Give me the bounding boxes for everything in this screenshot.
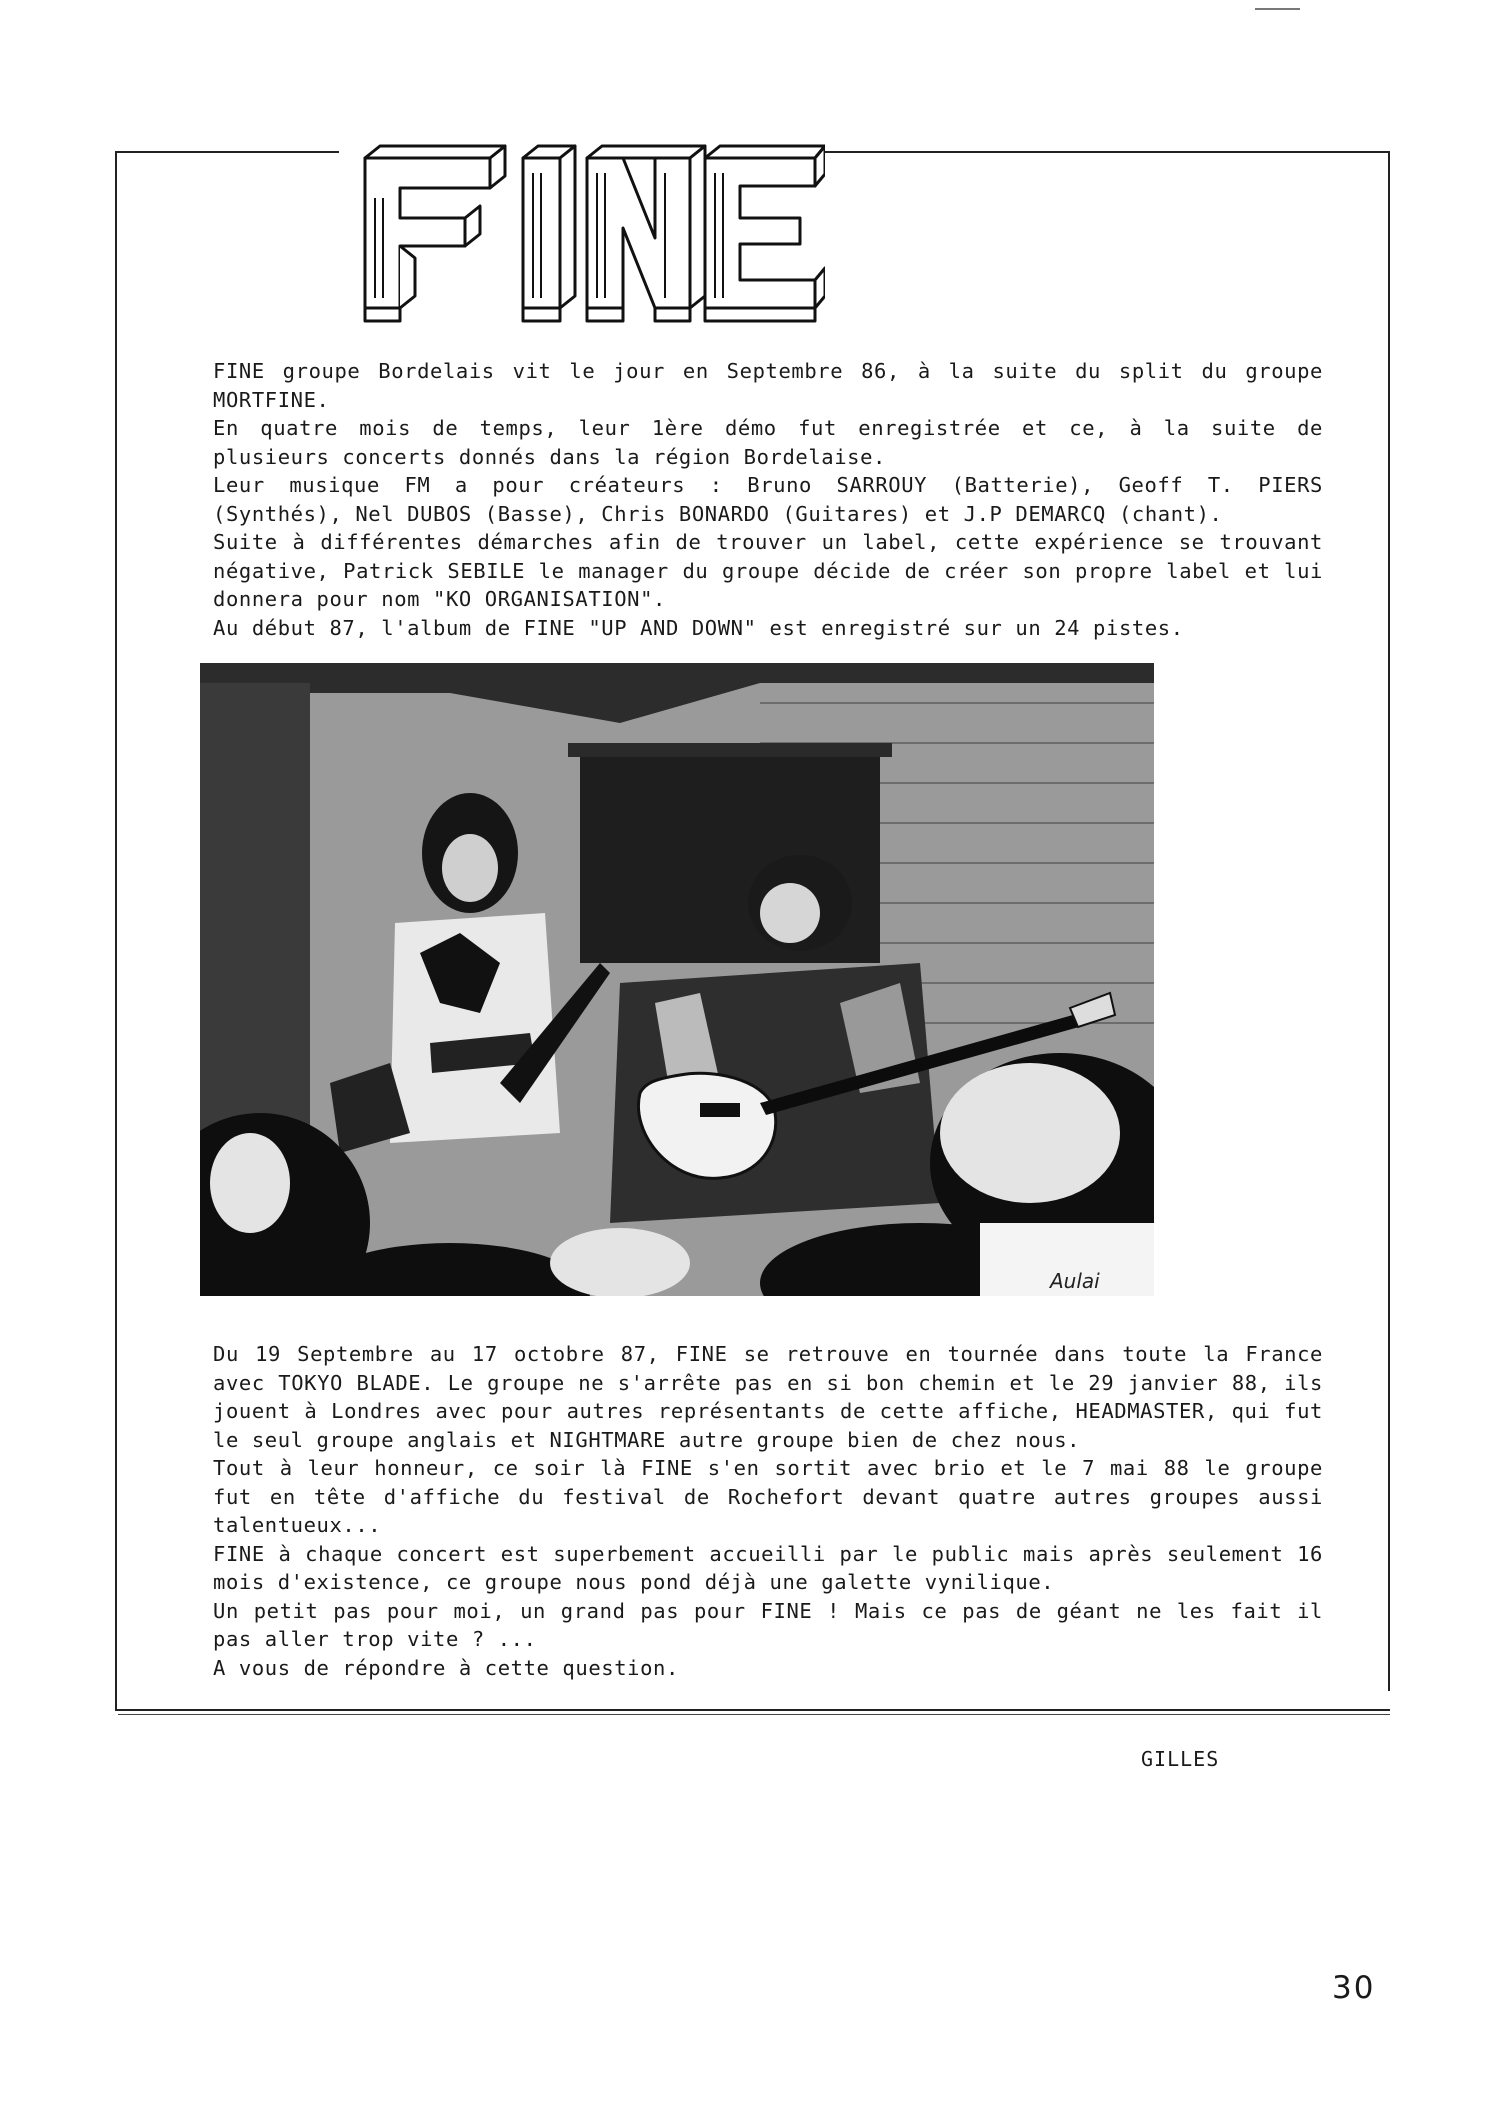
concert-photo xyxy=(200,663,1154,1296)
frame-right xyxy=(1388,151,1390,1691)
corner-mark xyxy=(1255,8,1300,10)
intro-text xyxy=(213,357,1323,642)
body-paragraph: A vous de répondre à cette question. xyxy=(213,1655,679,1680)
frame-bottom-shadow xyxy=(118,1714,1390,1715)
page-number: 30 xyxy=(1332,1970,1376,2006)
intro-paragraph: Au début 87, l'album de FINE "UP AND DOWN" est enregistré sur un 24 pistes. xyxy=(213,615,1184,640)
author-signature: GILLES xyxy=(1141,1747,1220,1771)
frame-left xyxy=(115,151,117,1709)
intro-paragraph: Suite à différentes démarches afin de trouver un label, cette expérience se trouvant négative, Patrick SEBILE le manager du groupe décide de créer son propre label et lui donnera pour nom "KO ORGANISATION". xyxy=(213,530,1323,611)
body-paragraph: Tout à leur honneur, ce soir là FINE s'en sortit avec brio et le 7 mai 88 le groupe fut en tête d'affiche du festival de Rochefort devant quatre autres groupes aussi talentueux... xyxy=(213,1456,1323,1537)
frame-bottom xyxy=(115,1709,1390,1711)
band-logo xyxy=(355,138,825,338)
body-paragraph: Un petit pas pour moi, un grand pas pour FINE ! Mais ce pas de géant ne les fait il pas aller trop vite ? ... xyxy=(213,1598,1323,1651)
intro-paragraph: En quatre mois de temps, leur 1ère démo fut enregistrée et ce, à la suite de plusieurs concerts donnés dans la région Bordelaise. xyxy=(213,416,1323,469)
body-paragraph: FINE à chaque concert est superbement accueilli par le public mais après seulement 16 mois d'existence, ce groupe nous pond déjà une galette vynilique. xyxy=(213,1541,1323,1594)
intro-paragraph: Leur musique FM a pour créateurs : Bruno SARROUY (Batterie), Geoff T. PIERS (Synthés), Nel DUBOS (Basse), Chris BONARDO (Guitares) et J.P DEMARCQ (chant). xyxy=(213,473,1323,526)
body-text xyxy=(213,1340,1323,1682)
frame-top-left xyxy=(115,151,339,153)
photo-credit-scrawl: Aulai xyxy=(1050,1269,1100,1293)
frame-top-right xyxy=(820,151,1388,153)
body-paragraph: Du 19 Septembre au 17 octobre 87, FINE se retrouve en tournée dans toute la France avec TOKYO BLADE. Le groupe ne s'arrête pas en si bon chemin et le 29 janvier 88, ils jouent à Londres avec pour autres représentants de cette affiche, HEADMASTER, qui fut le seul groupe anglais et NIGHTMARE autre groupe bien de chez nous. xyxy=(213,1342,1323,1452)
intro-paragraph: FINE groupe Bordelais vit le jour en Septembre 86, à la suite du split du groupe MORTFINE. xyxy=(213,359,1323,412)
